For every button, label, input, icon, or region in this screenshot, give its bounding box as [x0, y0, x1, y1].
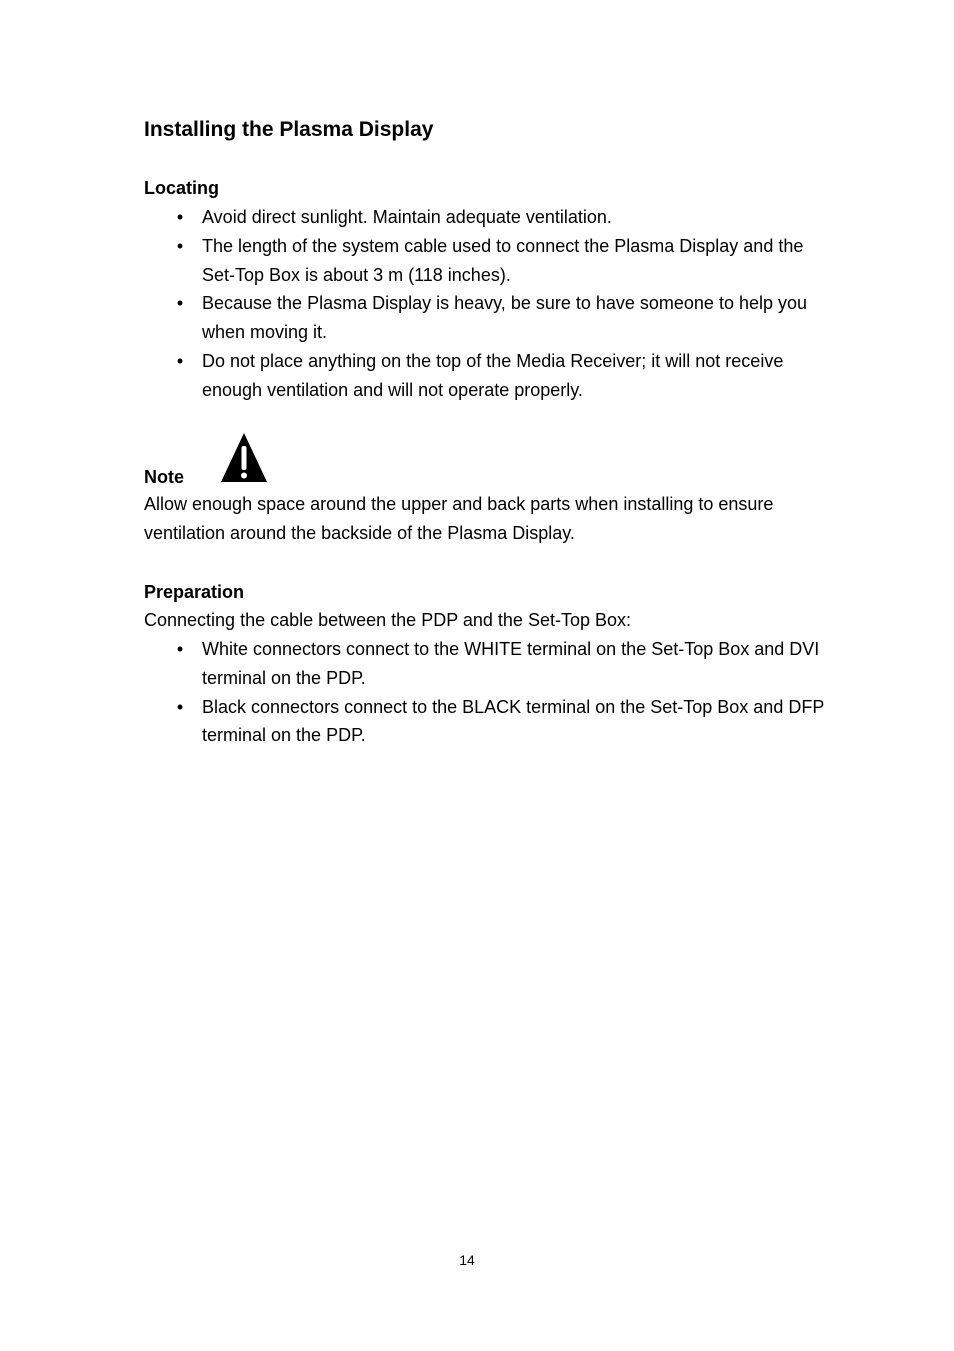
list-item	[144, 693, 834, 751]
list-item	[144, 635, 834, 693]
list-item	[144, 347, 834, 405]
warning-icon	[220, 432, 268, 483]
list-item-text: Black connectors connect to the BLACK terminal on the Set-Top Box and DFP terminal on the PDP.	[202, 696, 825, 746]
locating-list	[144, 203, 834, 405]
bullet-icon: •	[176, 235, 184, 256]
list-item-text: Because the Plasma Display is heavy, be sure to have someone to help you when moving it.	[202, 293, 808, 343]
bullet-icon: •	[176, 350, 184, 371]
preparation-intro: Connecting the cable between the PDP and the Set-Top Box:	[144, 610, 631, 630]
page-number: 14	[459, 1252, 475, 1268]
preparation-heading: Preparation	[144, 582, 245, 602]
list-item-text: Avoid direct sunlight. Maintain adequate ventilation.	[202, 207, 612, 227]
list-item	[144, 232, 834, 290]
list-item-text: The length of the system cable used to connect the Plasma Display and the Set-Top Box is about 3 m (118 inches).	[202, 235, 804, 285]
bullet-icon: •	[176, 207, 184, 227]
list-item-text: White connectors connect to the WHITE terminal on the Set-Top Box and DVI terminal on the PDP.	[202, 639, 820, 688]
bullet-icon: •	[176, 639, 184, 659]
bullet-icon: •	[176, 696, 184, 717]
bullet-icon: •	[176, 293, 184, 314]
page-title: Installing the Plasma Display	[144, 118, 434, 141]
locating-heading: Locating	[144, 178, 219, 198]
note-text: Allow enough space around the upper and back parts when installing to ensure ventilation around the backside of the Plasma Display.	[144, 494, 774, 543]
list-item	[144, 289, 834, 347]
list-item	[144, 203, 834, 232]
preparation-list	[144, 635, 834, 750]
list-item-text: Do not place anything on the top of the Media Receiver; it will not receive enough ventilation and will not operate properly.	[202, 350, 784, 400]
note-heading: Note	[144, 467, 184, 487]
